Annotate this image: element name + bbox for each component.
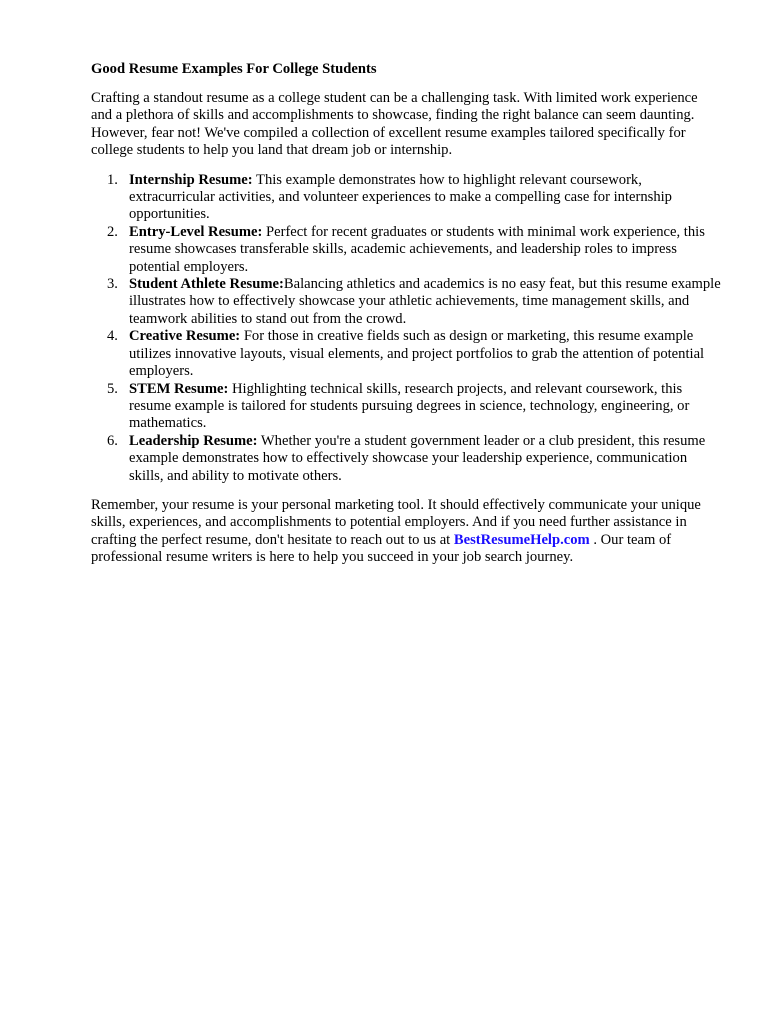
list-item [107, 380, 721, 433]
list-item-text: Highlighting technical skills, research projects, and relevant coursework, this resume example is tailored for students pursuing degrees in science, technology, engineering, or mathematics. [129, 380, 690, 432]
list-item [107, 223, 721, 276]
list-item-number: 1. [107, 171, 118, 188]
list-item-number: 4. [107, 328, 118, 345]
list-item-text: Balancing athletics and academics is no easy feat, but this resume example illustrates how to effectively showcase your athletic achievements, time management skills, and teamwork abilities to stand out from the crowd. [129, 276, 721, 327]
list-item [107, 328, 721, 380]
document-page [91, 60, 721, 579]
list-item-title: Internship Resume: [129, 171, 253, 188]
list-item-number: 2. [107, 223, 118, 240]
list-item-text: For those in creative fields such as design or marketing, this resume example utilizes innovative layouts, visual elements, and project portfolios to grab the attention of potential employers. [129, 328, 705, 380]
list-item-number: 6. [107, 432, 118, 449]
intro-paragraph: Crafting a standout resume as a college student can be a challenging task. With limited work experience and a plethora of skills and accomplishments to showcase, finding the right balance can seem daunting. However, fear not! We've compiled a collection of excellent resume examples tailored specifically for college students to help you land that dream job or internship. [91, 90, 698, 159]
list-item-title: Student Athlete Resume: [129, 276, 284, 293]
list-item-title: STEM Resume: [129, 380, 229, 397]
list-item-title: Entry-Level Resume: [129, 223, 263, 240]
closing-text-after-link: . Our team of professional resume writers is here to help you succeed in your job search journey. [91, 531, 672, 566]
closing-paragraph [91, 497, 721, 567]
list-item-text: Perfect for recent graduates or students with minimal work experience, this resume showcases transferable skills, academic achievements, and leadership roles to impress potential employers. [129, 223, 705, 275]
closing-text-before-link: Remember, your resume is your personal marketing tool. It should effectively communicate your unique skills, experiences, and accomplishments to potential employers. And if you need further assistance in crafting the perfect resume, don't hesitate to reach out to us at [91, 496, 701, 548]
list-item-title: Creative Resume: [129, 328, 241, 345]
document-title: Good Resume Examples For College Students [91, 61, 377, 77]
list-item-number: 3. [107, 276, 118, 293]
best-resume-help-link[interactable]: BestResumeHelp.com [453, 531, 590, 548]
list-item [107, 171, 721, 224]
list-item-title: Leadership Resume: [129, 432, 258, 449]
list-item-text: Whether you're a student government leader or a club president, this resume example demonstrates how to effectively showcase your leadership experience, communication skills, and ability to motivate others. [129, 432, 706, 484]
list-item [107, 276, 721, 328]
list-item-text: This example demonstrates how to highlight relevant coursework, extracurricular activities, and volunteer experiences to make a compelling case for internship opportunities. [129, 171, 672, 223]
list-item [107, 432, 721, 485]
list-item-number: 5. [107, 380, 118, 397]
resume-types-list [91, 172, 721, 485]
